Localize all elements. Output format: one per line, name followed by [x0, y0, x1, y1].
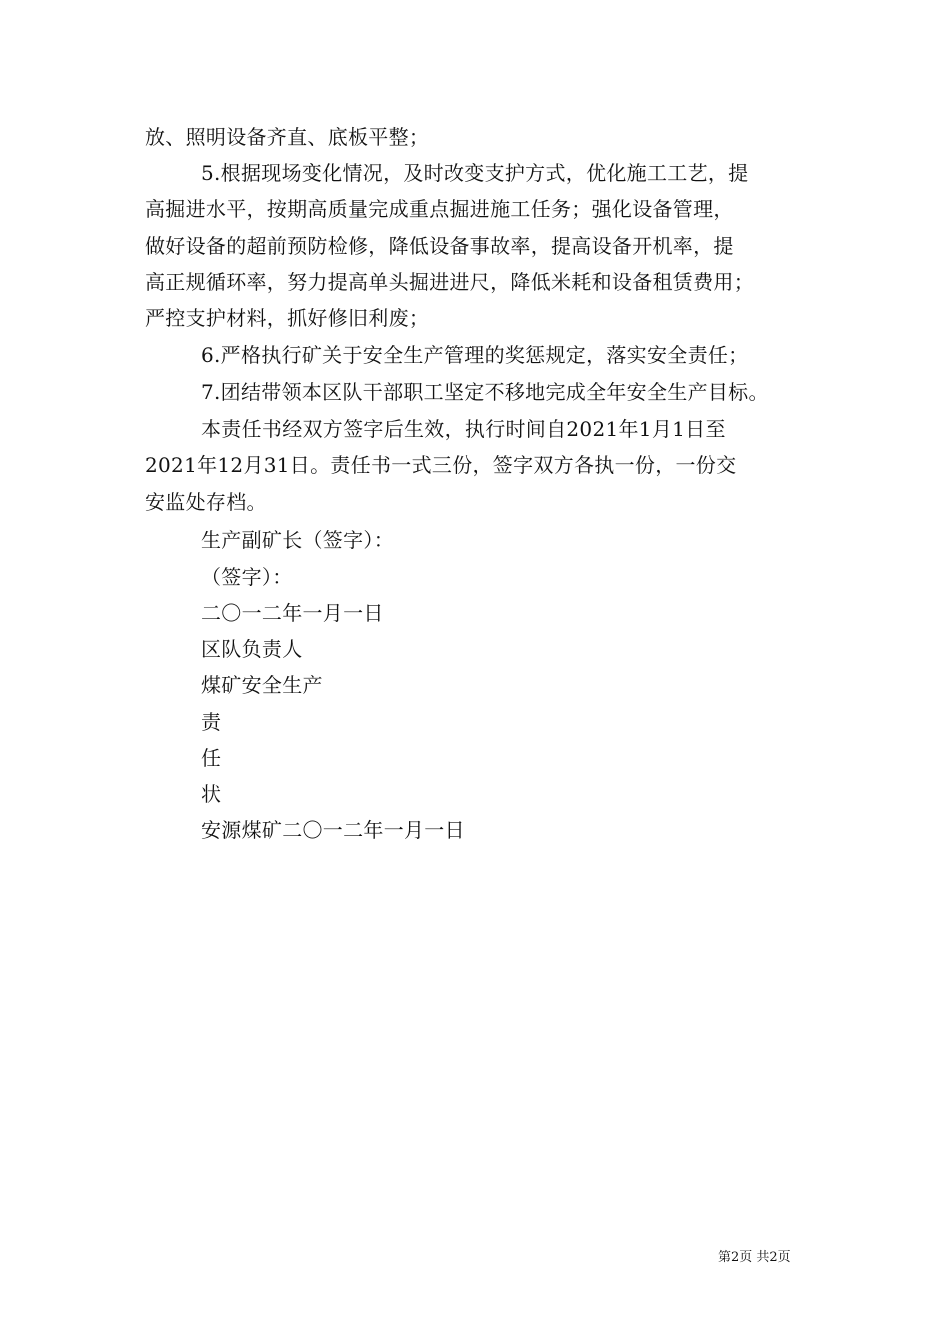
text-line: 高掘进水平，按期高质量完成重点掘进施工任务；强化设备管理， — [145, 197, 734, 221]
date-line: 安源煤矿二〇一二年一月一日 — [201, 818, 465, 842]
text-line: 责 — [201, 710, 222, 734]
text-line: 2021年12月31日。责任书一式三份，签字双方各执一份，一份交 — [145, 453, 737, 477]
text-line: 做好设备的超前预防检修，降低设备事故率，提高设备开机率，提 — [145, 234, 734, 258]
text-line: 高正规循环率，努力提高单头掘进进尺，降低米耗和设备租赁费用； — [145, 270, 754, 294]
text-line: 严控支护材料，抓好修旧利废； — [145, 306, 430, 330]
text-line: 煤矿安全生产 — [201, 673, 323, 697]
text-line: 状 — [201, 782, 222, 806]
signature-label: （签字）： — [201, 565, 293, 589]
text-line: 安监处存档。 — [145, 490, 267, 514]
signature-label: 生产副矿长（签字）： — [201, 528, 394, 552]
text-line: 本责任书经双方签字后生效，执行时间自2021年1月1日至 — [201, 417, 726, 441]
text-line: 6.严格执行矿关于安全生产管理的奖惩规定，落实安全责任； — [201, 343, 749, 367]
text-line: 7.团结带领本区队干部职工坚定不移地完成全年安全生产目标。 — [201, 380, 769, 404]
text-line: 区队负责人 — [201, 637, 303, 661]
page-number: 第2页 共2页 — [718, 1250, 791, 1265]
text-line: 任 — [201, 746, 222, 770]
text-line: 放、照明设备齐直、底板平整； — [145, 125, 430, 149]
date-line: 二〇一二年一月一日 — [201, 601, 384, 625]
text-line: 5.根据现场变化情况，及时改变支护方式，优化施工工艺，提 — [201, 161, 749, 185]
